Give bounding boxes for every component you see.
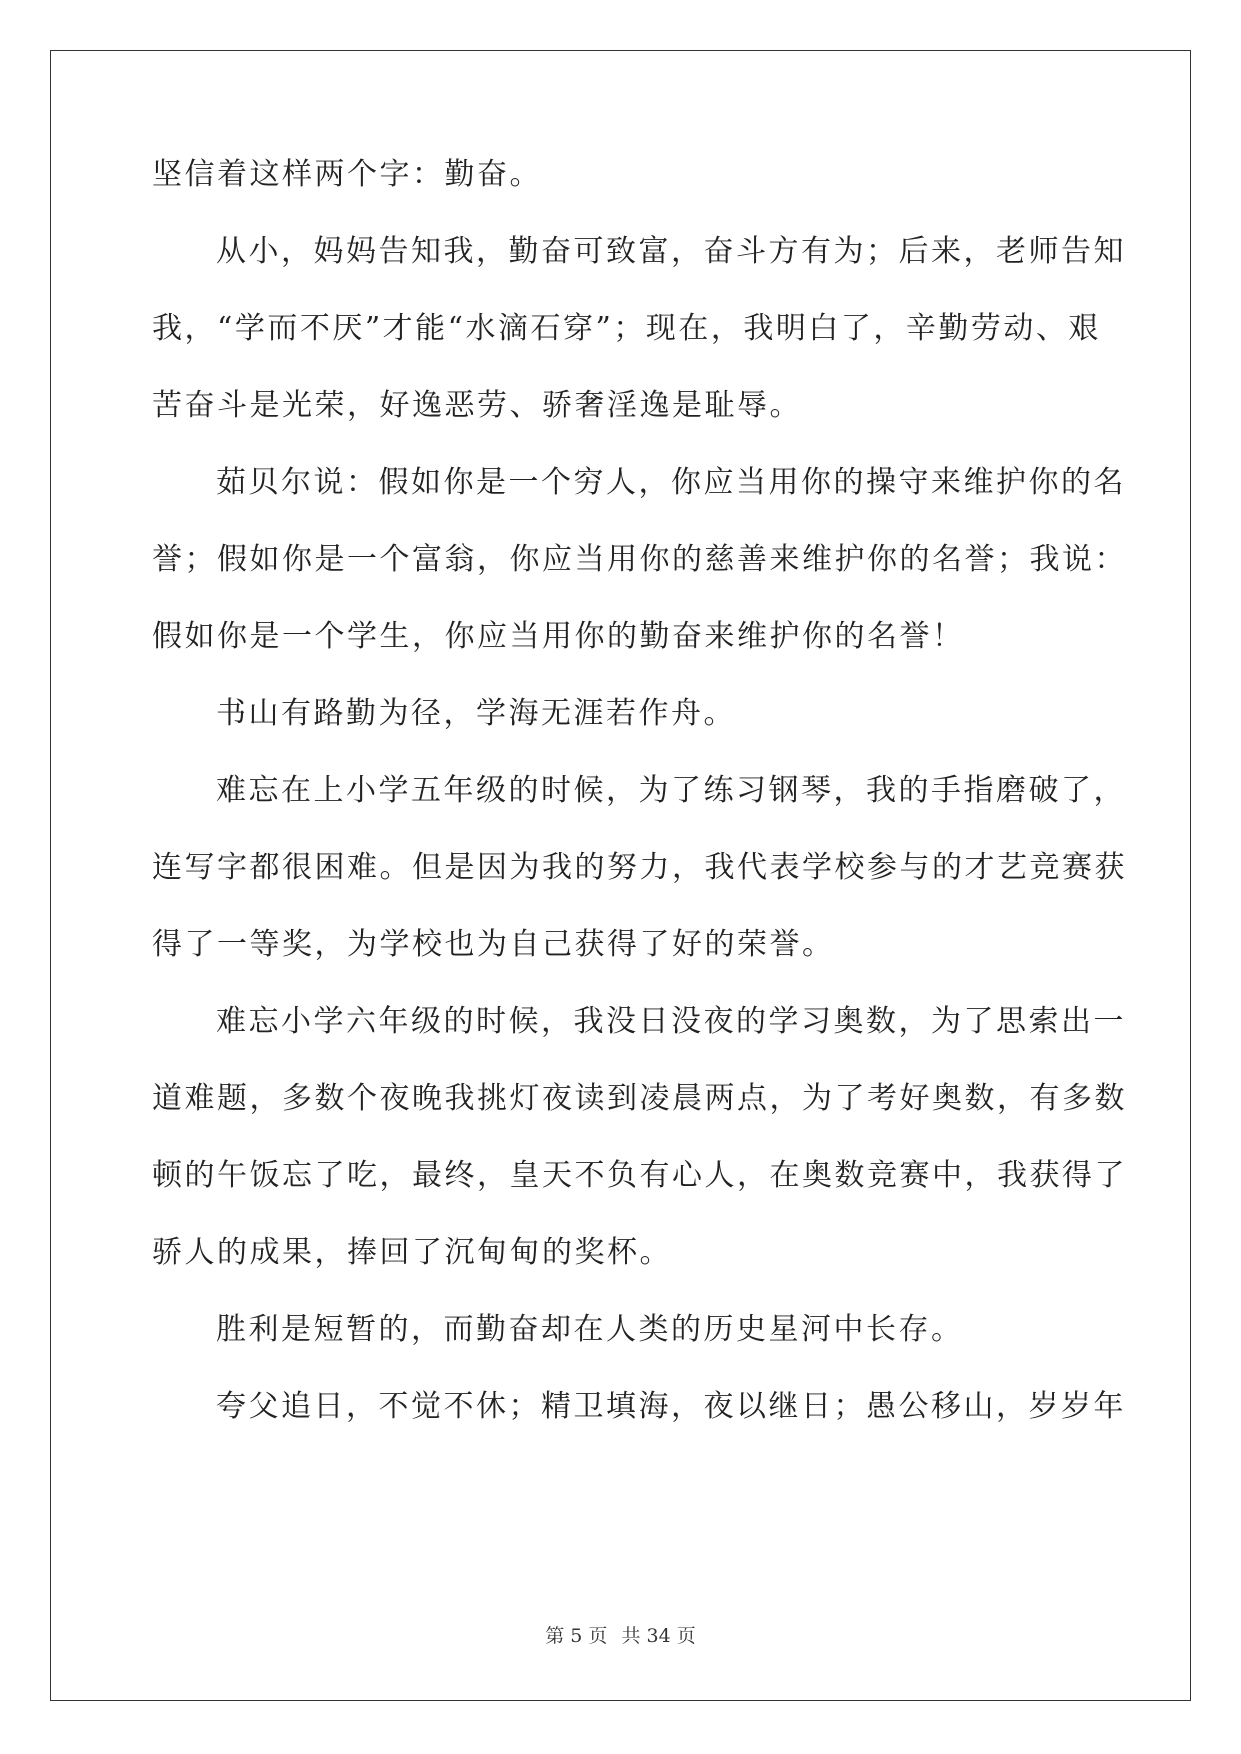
text-line: 苦奋斗是光荣，好逸恶劳、骄奢淫逸是耻辱。 — [152, 388, 802, 423]
text-line: 夸父追日，不觉不休；精卫填海，夜以继日；愚公移山，岁岁年 — [216, 1389, 1126, 1424]
text-line: 誉；假如你是一个富翁，你应当用你的慈善来维护你的名誉；我说： — [152, 542, 1127, 577]
text-line: 从小，妈妈告知我，勤奋可致富，奋斗方有为；后来，老师告知 — [216, 234, 1126, 269]
text-line: 连写字都很困难。但是因为我的努力，我代表学校参与的才艺竞赛获 — [152, 850, 1127, 885]
page-footer — [0, 1624, 1241, 1648]
text-line: 难忘小学六年级的时候，我没日没夜的学习奥数，为了思索出一 — [216, 1004, 1126, 1039]
text-line: 道难题，多数个夜晚我挑灯夜读到凌晨两点，为了考好奥数，有多数 — [152, 1081, 1127, 1116]
text-line: 茹贝尔说：假如你是一个穷人，你应当用你的操守来维护你的名 — [216, 465, 1126, 500]
page-number: 第 5 页 — [545, 1625, 608, 1647]
text-line: 书山有路勤为径，学海无涯若作舟。 — [216, 696, 736, 731]
text-line: 得了一等奖，为学校也为自己获得了好的荣誉。 — [152, 927, 835, 962]
text-line: 假如你是一个学生，你应当用你的勤奋来维护你的名誉！ — [152, 619, 965, 654]
text-line: 我，“学而不厌”才能“水滴石穿”；现在，我明白了，辛勤劳动、艰 — [152, 311, 1101, 346]
text-line: 顿的午饭忘了吃，最终，皇天不负有心人，在奥数竞赛中，我获得了 — [152, 1158, 1127, 1193]
text-line: 难忘在上小学五年级的时候，为了练习钢琴，我的手指磨破了， — [216, 773, 1126, 808]
page-total: 共 34 页 — [621, 1625, 696, 1647]
text-line: 胜利是短暂的，而勤奋却在人类的历史星河中长存。 — [216, 1312, 964, 1347]
text-line: 骄人的成果，捧回了沉甸甸的奖杯。 — [152, 1235, 672, 1270]
text-line: 坚信着这样两个字：勤奋。 — [152, 157, 542, 192]
